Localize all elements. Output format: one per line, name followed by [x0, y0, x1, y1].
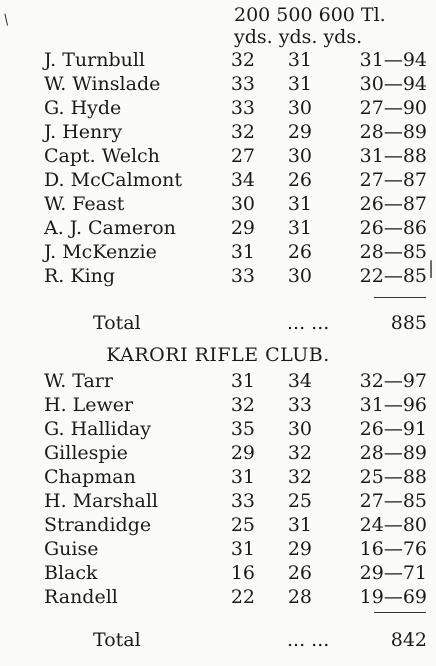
score-200-yds: 34 — [230, 169, 255, 191]
score-500-yds: 32 — [287, 466, 312, 488]
shooter-name: Black — [44, 562, 98, 584]
score-600-yds-total: 31—96 — [359, 394, 427, 416]
table-row — [0, 561, 436, 585]
score-600-yds-total: 27—87 — [359, 169, 427, 191]
table-row — [0, 48, 436, 72]
section1-sum-rule — [374, 297, 426, 298]
total-dots: ... ... — [287, 312, 330, 334]
column-header-units: yds. yds. yds. — [234, 26, 363, 48]
table-row — [0, 441, 436, 465]
score-600-yds-total: 26—86 — [359, 217, 427, 239]
score-200-yds: 33 — [230, 265, 255, 287]
score-500-yds: 29 — [287, 121, 312, 143]
score-200-yds: 33 — [230, 97, 255, 119]
score-600-yds-total: 26—91 — [359, 418, 427, 440]
score-200-yds: 31 — [230, 538, 255, 560]
score-500-yds: 26 — [287, 169, 312, 191]
score-500-yds: 31 — [287, 49, 312, 71]
score-200-yds: 35 — [230, 418, 255, 440]
shooter-name: Gillespie — [44, 442, 128, 464]
score-600-yds-total: 27—90 — [359, 97, 427, 119]
column-header-distances: 200 500 600 Tl. — [234, 4, 386, 26]
table-row — [0, 96, 436, 120]
total-label: Total — [93, 629, 141, 651]
shooter-name: G. Halliday — [44, 418, 151, 440]
score-200-yds: 31 — [230, 466, 255, 488]
score-500-yds: 26 — [287, 562, 312, 584]
score-600-yds-total: 22—85 — [359, 265, 427, 287]
score-500-yds: 34 — [287, 370, 312, 392]
table-row — [0, 120, 436, 144]
shooter-name: J. Henry — [44, 121, 123, 143]
score-500-yds: 30 — [287, 145, 312, 167]
table-row — [0, 537, 436, 561]
total-value: 842 — [390, 629, 427, 651]
score-500-yds: 31 — [287, 73, 312, 95]
score-200-yds: 29 — [230, 442, 255, 464]
score-600-yds-total: 30—94 — [359, 73, 427, 95]
score-500-yds: 29 — [287, 538, 312, 560]
score-600-yds-total: 24—80 — [359, 514, 427, 536]
score-200-yds: 32 — [230, 121, 255, 143]
table-row — [0, 393, 436, 417]
score-200-yds: 25 — [230, 514, 255, 536]
score-600-yds-total: 28—89 — [359, 442, 427, 464]
score-600-yds-total: 28—89 — [359, 121, 427, 143]
shooter-name: W. Tarr — [44, 370, 113, 392]
score-600-yds-total: 27—85 — [359, 490, 427, 512]
table-row — [0, 417, 436, 441]
shooter-name: W. Winslade — [44, 73, 161, 95]
shooter-name: J. Turnbull — [44, 49, 146, 71]
table-row — [0, 369, 436, 393]
score-600-yds-total: 19—69 — [359, 586, 427, 608]
score-200-yds: 33 — [230, 490, 255, 512]
table-row — [0, 240, 436, 264]
shooter-name: Capt. Welch — [44, 145, 160, 167]
score-200-yds: 32 — [230, 49, 255, 71]
score-500-yds: 31 — [287, 514, 312, 536]
total-label: Total — [93, 312, 141, 334]
shooter-name: R. King — [44, 265, 116, 287]
score-500-yds: 28 — [287, 586, 312, 608]
score-200-yds: 30 — [230, 193, 255, 215]
score-600-yds-total: 31—88 — [359, 145, 427, 167]
score-600-yds-total: 25—88 — [359, 466, 427, 488]
print-speck-mark: ∕ — [0, 11, 13, 29]
table-row — [0, 168, 436, 192]
table-row — [0, 192, 436, 216]
score-200-yds: 29 — [230, 217, 255, 239]
score-500-yds: 26 — [287, 241, 312, 263]
score-200-yds: 32 — [230, 394, 255, 416]
shooter-name: H. Lewer — [44, 394, 134, 416]
score-600-yds-total: 28—85 — [359, 241, 427, 263]
section2-total-row — [0, 628, 436, 652]
shooter-name: W. Feast — [44, 193, 125, 215]
score-200-yds: 33 — [230, 73, 255, 95]
score-200-yds: 16 — [230, 562, 255, 584]
score-500-yds: 31 — [287, 217, 312, 239]
score-500-yds: 30 — [287, 97, 312, 119]
shooter-name: G. Hyde — [44, 97, 122, 119]
table-row — [0, 585, 436, 609]
table-row — [0, 72, 436, 96]
table-row — [0, 264, 436, 288]
club-title: KARORI RIFLE CLUB. — [106, 344, 330, 366]
total-dots: ... ... — [287, 629, 330, 651]
score-200-yds: 31 — [230, 241, 255, 263]
score-200-yds: 22 — [230, 586, 255, 608]
table-row — [0, 216, 436, 240]
table-row — [0, 144, 436, 168]
score-500-yds: 33 — [287, 394, 312, 416]
score-600-yds-total: 29—71 — [359, 562, 427, 584]
shooter-name: Randell — [44, 586, 118, 608]
shooter-name: Guise — [44, 538, 99, 560]
score-600-yds-total: 26—87 — [359, 193, 427, 215]
shooter-name: Chapman — [44, 466, 136, 488]
score-500-yds: 30 — [287, 265, 312, 287]
shooter-name: J. McKenzie — [44, 241, 157, 263]
shooter-name: A. J. Cameron — [44, 217, 176, 239]
table-row — [0, 489, 436, 513]
table-row — [0, 465, 436, 489]
score-200-yds: 31 — [230, 370, 255, 392]
shooter-name: H. Marshall — [44, 490, 158, 512]
shooter-name: D. McCalmont — [44, 169, 183, 191]
score-600-yds-total: 32—97 — [359, 370, 427, 392]
score-500-yds: 30 — [287, 418, 312, 440]
score-500-yds: 25 — [287, 490, 312, 512]
score-500-yds: 31 — [287, 193, 312, 215]
score-500-yds: 32 — [287, 442, 312, 464]
total-value: 885 — [390, 312, 427, 334]
score-600-yds-total: 16—76 — [359, 538, 427, 560]
table-row — [0, 513, 436, 537]
print-bracket-mark: | — [428, 258, 435, 279]
section2-sum-rule — [374, 612, 426, 613]
section1-total-row — [0, 311, 436, 335]
score-200-yds: 27 — [230, 145, 255, 167]
shooter-name: Strandidge — [44, 514, 152, 536]
score-600-yds-total: 31—94 — [359, 49, 427, 71]
